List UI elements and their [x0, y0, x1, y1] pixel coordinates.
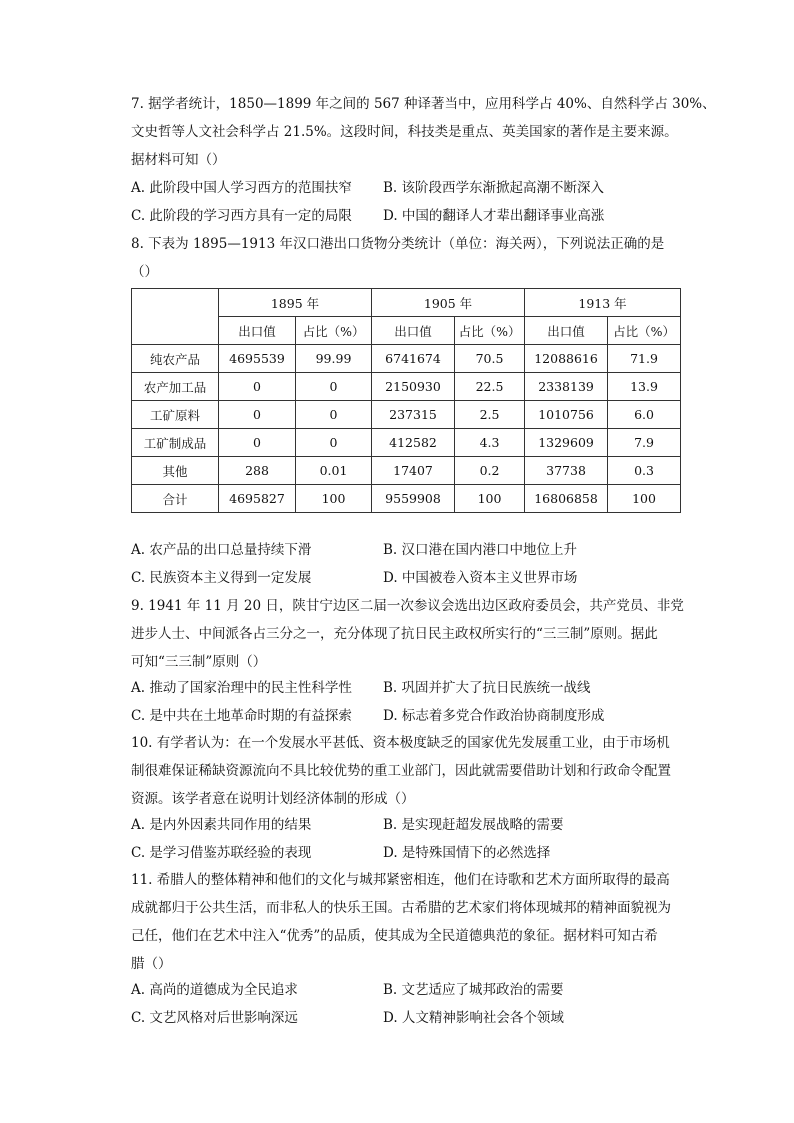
table-row	[132, 457, 681, 485]
question-8-options	[131, 536, 671, 592]
table-row	[132, 429, 681, 457]
table-row-label: 纯农产品	[132, 345, 219, 373]
question-9-option-a[interactable]: A. 推动了国家治理中的民主性科学性	[131, 680, 352, 696]
question-11-line-4: 腊（）	[131, 956, 172, 972]
table-cell: 237315	[372, 401, 455, 429]
table-cell: 0	[296, 429, 372, 457]
table-cell: 16806858	[525, 485, 608, 513]
question-9-stem	[131, 592, 684, 676]
table-row	[132, 485, 681, 513]
question-7-line-2: 文史哲等人文社会科学占 21.5%。这段时间，科技类是重点、英美国家的著作是主要来源。	[131, 124, 678, 140]
table-cell: 70.5	[455, 345, 525, 373]
table-cell: 0	[219, 373, 296, 401]
question-7-stem	[131, 90, 716, 174]
table-col-header-export: 出口值	[372, 317, 455, 345]
table-year-header: 1905 年	[372, 289, 525, 317]
table-cell: 0	[219, 401, 296, 429]
table-cell: 100	[608, 485, 681, 513]
table-cell: 4695827	[219, 485, 296, 513]
table-cell: 17407	[372, 457, 455, 485]
question-8-option-a[interactable]: A. 农产品的出口总量持续下滑	[131, 542, 312, 558]
question-11-option-c[interactable]: C. 文艺风格对后世影响深远	[131, 1010, 298, 1026]
table-cell: 0	[296, 373, 372, 401]
question-9-line-3: 可知“三三制”原则（）	[131, 654, 267, 670]
question-7-option-c[interactable]: C. 此阶段的学习西方具有一定的局限	[131, 208, 352, 224]
question-9-line-1: 9. 1941 年 11 月 20 日，陕甘宁边区二届一次参议会选出边区政府委员会，共产党员、非党	[131, 598, 684, 614]
table-cell: 412582	[372, 429, 455, 457]
table-cell: 2338139	[525, 373, 608, 401]
table-cell: 0	[296, 401, 372, 429]
question-7-line-1: 7. 据学者统计，1850—1899 年之间的 567 种译著当中，应用科学占 40%、自然科学占 30%、	[131, 96, 716, 112]
question-10-option-d[interactable]: D. 是特殊国情下的必然选择	[383, 845, 551, 861]
table-cell: 4695539	[219, 345, 296, 373]
table-cell: 100	[296, 485, 372, 513]
table-row	[132, 373, 681, 401]
table-row-label: 合计	[132, 485, 219, 513]
question-10-options	[131, 811, 671, 867]
table-year-header: 1913 年	[525, 289, 681, 317]
question-10-line-3: 资源。该学者意在说明计划经济体制的形成（）	[131, 791, 415, 807]
table-col-header-share: 占比（%）	[608, 317, 681, 345]
table-cell: 100	[455, 485, 525, 513]
table-cell: 22.5	[455, 373, 525, 401]
question-11-options	[131, 976, 671, 1032]
table-cell: 6741674	[372, 345, 455, 373]
question-11-option-a[interactable]: A. 高尚的道德成为全民追求	[131, 982, 298, 998]
table-col-header-export: 出口值	[525, 317, 608, 345]
question-11-option-d[interactable]: D. 人文精神影响社会各个领域	[383, 1010, 564, 1026]
question-8-option-b[interactable]: B. 汉口港在国内港口中地位上升	[383, 542, 578, 558]
table-cell: 0	[219, 429, 296, 457]
question-11-line-2: 成就都归于公共生活，而非私人的快乐王国。古希腊的艺术家们将体现城邦的精神面貌视为	[131, 900, 671, 916]
table-cell: 13.9	[608, 373, 681, 401]
table-cell: 37738	[525, 457, 608, 485]
question-9-line-2: 进步人士、中间派各占三分之一，充分体现了抗日民主政权所实行的“三三制”原则。据此	[131, 626, 658, 642]
table-header-years	[132, 289, 681, 317]
table-cell: 2150930	[372, 373, 455, 401]
question-7-options	[131, 174, 671, 230]
question-10-option-a[interactable]: A. 是内外因素共同作用的结果	[131, 817, 312, 833]
table-cell: 0.01	[296, 457, 372, 485]
table-row	[132, 401, 681, 429]
table-col-header-export: 出口值	[219, 317, 296, 345]
question-8-option-c[interactable]: C. 民族资本主义得到一定发展	[131, 570, 312, 586]
table-row-label: 农产加工品	[132, 373, 219, 401]
table-cell: 12088616	[525, 345, 608, 373]
question-9-options	[131, 674, 671, 730]
question-7-line-3: 据材料可知（）	[131, 152, 226, 168]
question-10-stem	[131, 729, 671, 813]
table-cell: 288	[219, 457, 296, 485]
table-cell: 0.3	[608, 457, 681, 485]
question-8-line-1: 8. 下表为 1895—1913 年汉口港出口货物分类统计（单位：海关两），下列说法正确的是	[131, 236, 665, 252]
table-cell: 7.9	[608, 429, 681, 457]
question-9-option-c[interactable]: C. 是中共在土地革命时期的有益探索	[131, 708, 352, 724]
question-9-option-b[interactable]: B. 巩固并扩大了抗日民族统一战线	[383, 680, 591, 696]
question-11-stem	[131, 866, 671, 978]
question-7-option-a[interactable]: A. 此阶段中国人学习西方的范围扶窄	[131, 180, 352, 196]
table-col-header-share: 占比（%）	[455, 317, 525, 345]
table-row	[132, 345, 681, 373]
question-8-option-d[interactable]: D. 中国被卷入资本主义世界市场	[383, 570, 578, 586]
table-cell: 9559908	[372, 485, 455, 513]
question-9-option-d[interactable]: D. 标志着多党合作政治协商制度形成	[383, 708, 605, 724]
table-cell: 1010756	[525, 401, 608, 429]
question-11-option-b[interactable]: B. 文艺适应了城邦政治的需要	[383, 982, 564, 998]
question-10-option-c[interactable]: C. 是学习借鉴苏联经验的表现	[131, 845, 312, 861]
table-cell: 6.0	[608, 401, 681, 429]
table-cell: 0.2	[455, 457, 525, 485]
table-col-header-share: 占比（%）	[296, 317, 372, 345]
question-7-option-b[interactable]: B. 该阶段西学东渐掀起高潮不断深入	[383, 180, 605, 196]
question-11-line-3: 己任，他们在艺术中注入“优秀”的品质，使其成为全民道德典范的象征。据材料可知古希	[131, 928, 658, 944]
table-cell: 71.9	[608, 345, 681, 373]
question-10-line-1: 10. 有学者认为：在一个发展水平甚低、资本极度缺乏的国家优先发展重工业，由于市场机	[131, 735, 670, 751]
question-8-stem	[131, 230, 671, 286]
table-row-label: 工矿制成品	[132, 429, 219, 457]
table-row-label: 工矿原料	[132, 401, 219, 429]
question-7-option-d[interactable]: D. 中国的翻译人才辈出翻译事业高涨	[383, 208, 605, 224]
table-cell: 2.5	[455, 401, 525, 429]
table-row-label: 其他	[132, 457, 219, 485]
question-10-line-2: 制很难保证稀缺资源流向不具比较优势的重工业部门，因此就需要借助计划和行政命令配置	[131, 763, 671, 779]
question-10-option-b[interactable]: B. 是实现赶超发展战略的需要	[383, 817, 564, 833]
table-corner-cell	[132, 289, 219, 345]
table-cell: 99.99	[296, 345, 372, 373]
question-8-line-2: （）	[131, 264, 158, 280]
question-11-line-1: 11. 希腊人的整体精神和他们的文化与城邦紧密相连，他们在诗歌和艺术方面所取得的最高	[131, 872, 670, 888]
table-cell: 1329609	[525, 429, 608, 457]
table-cell: 4.3	[455, 429, 525, 457]
table-year-header: 1895 年	[219, 289, 372, 317]
export-statistics-table	[131, 288, 681, 513]
